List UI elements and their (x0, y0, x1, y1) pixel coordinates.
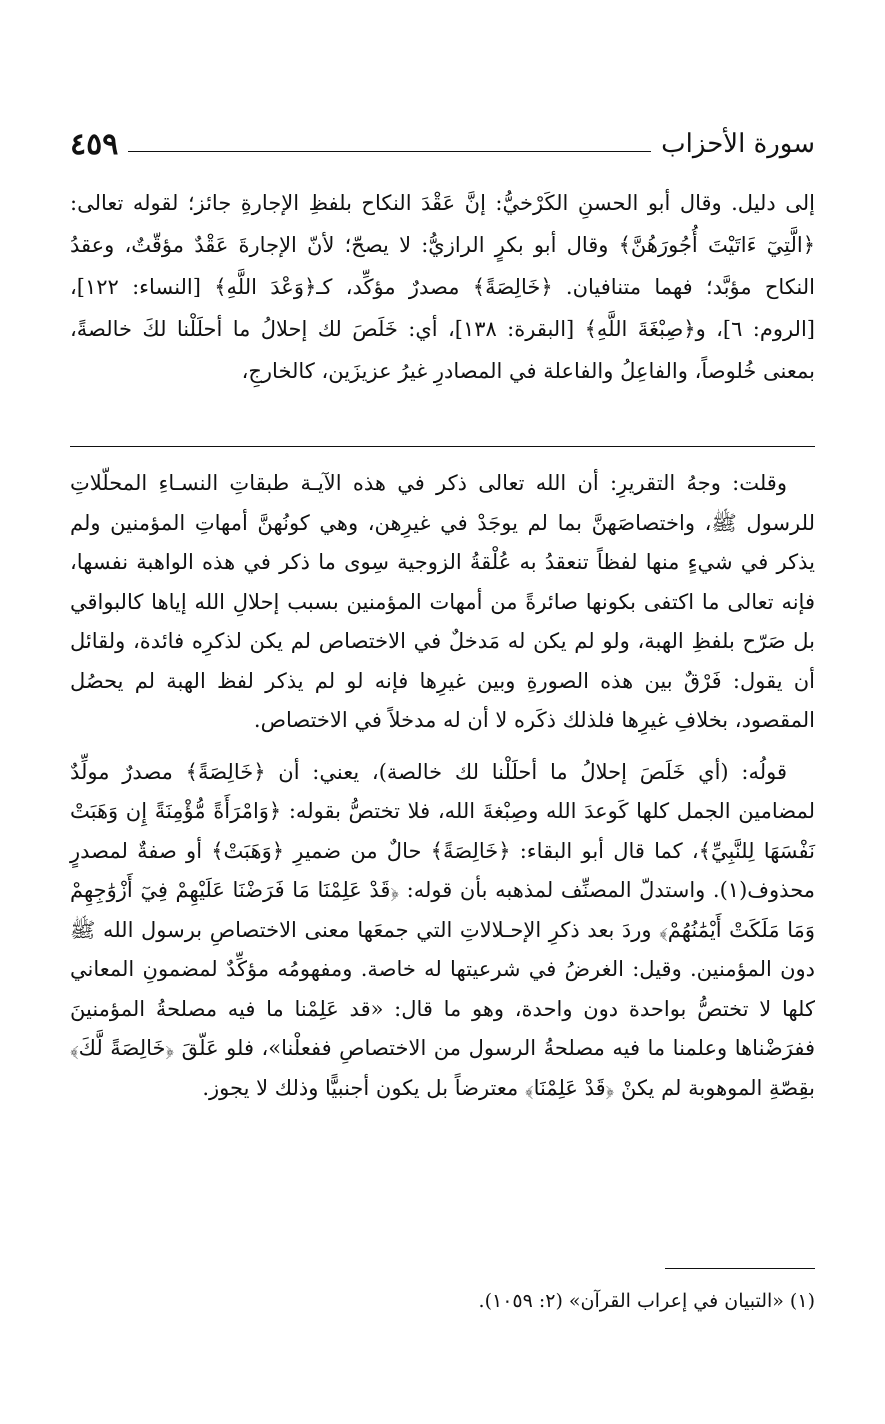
surah-title: سورة الأحزاب (661, 129, 815, 159)
footnote-divider (665, 1268, 815, 1269)
upper-commentary (70, 182, 815, 392)
section-divider (70, 446, 815, 447)
page-header (70, 122, 815, 166)
lower-commentary (70, 464, 815, 1108)
footnote: (١) «التبيان في إعراب القرآن» (٢: ١٠٥٩). (478, 1290, 815, 1312)
page-number: ٤٥٩ (70, 126, 119, 162)
header-rule (128, 151, 651, 152)
lower-paragraph-1: وقلت: وجهُ التقريرِ: أن الله تعالى ذكر في هذه الآيـة طبقاتِ النسـاءِ المحلّلاتِ للرسول ﷺ، واختصاصَهنَّ بما لم يوجَدْ في غيرِهن، وهي كونُهنَّ أمهاتِ المؤمنين ولم يذكر في شيءٍ منها لفظاً تنعقدُ به عُلْقةُ الزوجية سِوى ما ذكر في هذه الواهبة نفسها، فإنه تعالى ما اكتفى بكونها صائرةً من أمهات المؤمنين بسبب إحلالِ الله إياها كالبواقي بل صَرّح بلفظِ الهبة، ولو لم يكن له مَدخلٌ في الاختصاص لم يكن لذكرِه فائدة، ولقائل أن يقول: فَرْقٌ بين هذه الصورةِ وبين غيرِها فإنه لو لم يذكر لفظ الهبة لم يحصُل المقصود، بخلافِ غيرِها فلذلك ذكَره لا أن له مدخلاً في الاختصاص. (70, 471, 815, 732)
upper-paragraph: إلى دليل. وقال أبو الحسنِ الكَرْخيُّ: إنَّ عَقْدَ النكاح بلفظِ الإجارةِ جائز؛ لقوله تعالى: ﴿الَّتِيٓ ءَاتَيْتَ أُجُورَهُنَّ﴾ وقال أبو بكرٍ الرازيُّ: لا يصحّ؛ لأنّ الإجارةَ عَقْدٌ مؤقّتٌ، وعقدُ النكاح مؤبَّد؛ فهما متنافيان. ﴿خَالِصَةً﴾ مصدرٌ مؤكِّد، كـ﴿وَعْدَ اللَّهِ﴾ [النساء: ١٢٢]، [الروم: ٦]، و﴿صِبْغَةَ اللَّهِ﴾ [البقرة: ١٣٨]، أي: خَلَصَ لك إحلالُ ما أحلَلْنا لكَ خالصةً، بمعنى خُلوصاً، والفاعِلُ والفاعلة في المصادرِ غيرُ عزيزَين، كالخارجِ، (70, 191, 815, 383)
lower-paragraph-2: قولُه: (أي خَلَصَ إحلالُ ما أحلَلْنا لك خالصة)، يعني: أن ﴿خَالِصَةً﴾ مصدرٌ مولِّدٌ لمضامين الجمل كلها كَوعدَ الله وصِبْغةَ الله، فلا تختصُّ بقوله: ﴿وَامْرَأَةً مُّؤْمِنَةً إِن وَهَبَتْ نَفْسَهَا لِلنَّبِيِّ﴾، كما قال أبو البقاء: ﴿خَالِصَةً﴾ حالٌ من ضميرِ ﴿وَهَبَتْ﴾ أو صفةٌ لمصدرٍ محذوف(١). واستدلّ المصنِّف لمذهبه بأن قوله: ﴿قَدْ عَلِمْنَا مَا فَرَضْنَا عَلَيْهِمْ فِيٓ أَزْوَٰجِهِمْ وَمَا مَلَكَتْ أَيْمَٰنُهُمْ﴾ وردَ بعد ذكرِ الإحـلالاتِ التي جمعَها معنى الاختصاصِ برسول الله ﷺ دون المؤمنين. وقيل: الغرضُ في شرعيتها له خاصة. ومفهومُه مؤكِّدٌ لمضمونِ المعاني كلها لا تختصُّ بواحدة دون واحدة، وهو ما قال: «قد عَلِمْنا ما فيه مصلحةُ المؤمنينَ ففرَضْناها وعلمنا ما فيه مصلحةُ الرسول من الاختصاصِ ففعلْنا»، فلو عَلّقَ ﴿خَالِصَةً لَّكَ﴾ بقِصّةِ الموهوبة لم يكنْ ﴿قَدْ عَلِمْنَا﴾ معترضاً بل يكون أجنبيًّا وذلك لا يجوز. (70, 759, 815, 1100)
